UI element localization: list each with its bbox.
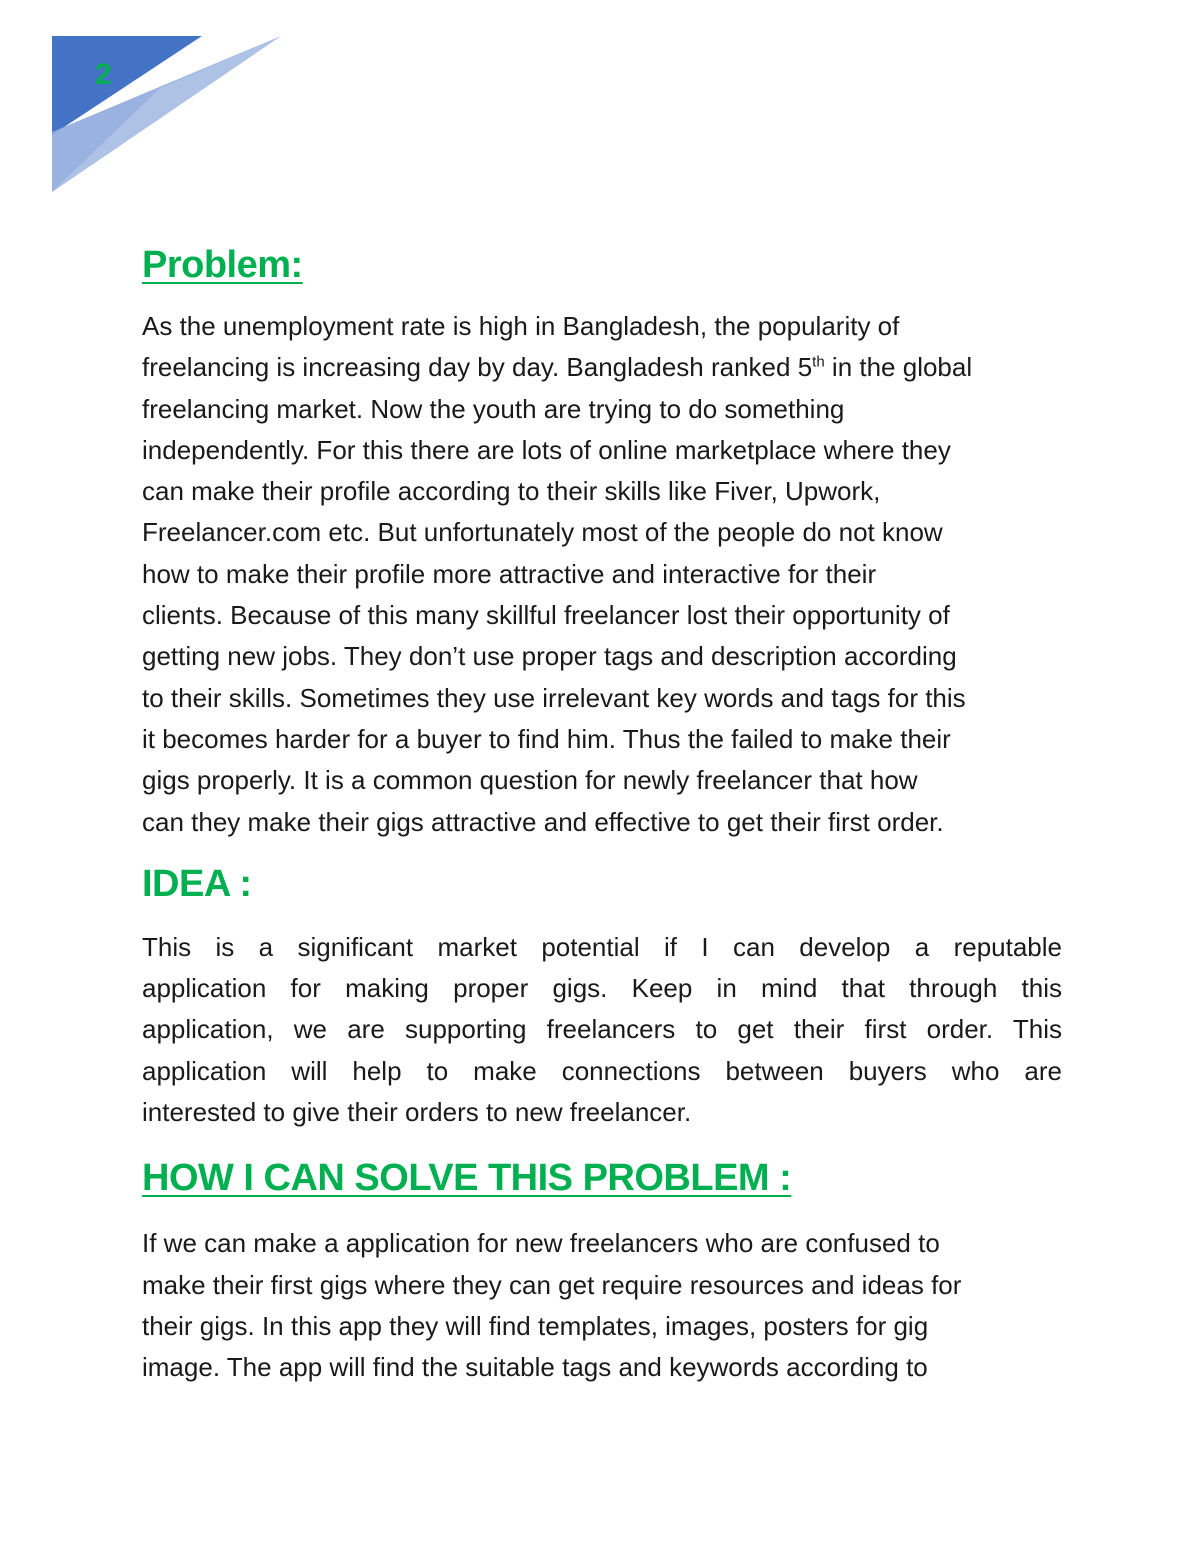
text-line: application for making proper gigs. Keep in mind that through this	[142, 973, 1062, 1004]
text-line: their gigs. In this app they will find templates, images, posters for gig	[142, 1310, 929, 1341]
text-line: to their skills. Sometimes they use irrelevant key words and tags for this	[142, 682, 966, 713]
document-body	[142, 238, 1062, 1389]
text-line: can make their profile according to their skills like Fiver, Upwork,	[142, 476, 881, 507]
corner-triangle-decoration	[0, 0, 300, 200]
text-line: clients. Because of this many skillful freelancer lost their opportunity of	[142, 600, 950, 631]
text-line: getting new jobs. They don’t use proper tags and description according	[142, 641, 957, 672]
text-line: application, we are supporting freelancers to get their first order. This	[142, 1014, 1062, 1045]
text-line: image. The app will find the suitable tags and keywords according to	[142, 1352, 928, 1383]
text-line: independently. For this there are lots of online marketplace where they	[142, 434, 951, 465]
text-line: interested to give their orders to new freelancer.	[142, 1097, 692, 1128]
idea-paragraph	[142, 927, 1062, 1133]
text-line: gigs properly. It is a common question for newly freelancer that how	[142, 765, 918, 796]
text-line: This is a significant market potential if I can develop a reputable	[142, 931, 1062, 962]
text-line: how to make their profile more attractive and interactive for their	[142, 558, 877, 589]
section-heading-problem: Problem:	[142, 244, 303, 286]
text-line: freelancing market. Now the youth are trying to do something	[142, 393, 845, 424]
section-heading-idea: IDEA :	[142, 862, 252, 905]
page-number: 2	[95, 58, 112, 91]
superscript: th	[812, 353, 825, 371]
text-line: it becomes harder for a buyer to find him. Thus the failed to make their	[142, 723, 951, 754]
text-line: application will help to make connections between buyers who are	[142, 1055, 1062, 1086]
text-line: can they make their gigs attractive and effective to get their first order.	[142, 806, 944, 837]
text-line: If we can make a application for new freelancers who are confused to	[142, 1228, 940, 1259]
problem-paragraph	[142, 306, 1062, 843]
text-line: Freelancer.com etc. But unfortunately most of the people do not know	[142, 517, 943, 548]
section-heading-how-to-solve: HOW I CAN SOLVE THIS PROBLEM :	[142, 1157, 792, 1200]
text-line: As the unemployment rate is high in Bangladesh, the popularity of	[142, 311, 900, 341]
text-line: make their first gigs where they can get require resources and ideas for	[142, 1269, 962, 1300]
solution-paragraph	[142, 1223, 1062, 1388]
text-line-with-superscript: freelancing is increasing day by day. Bangladesh ranked 5th in the global	[142, 352, 973, 383]
